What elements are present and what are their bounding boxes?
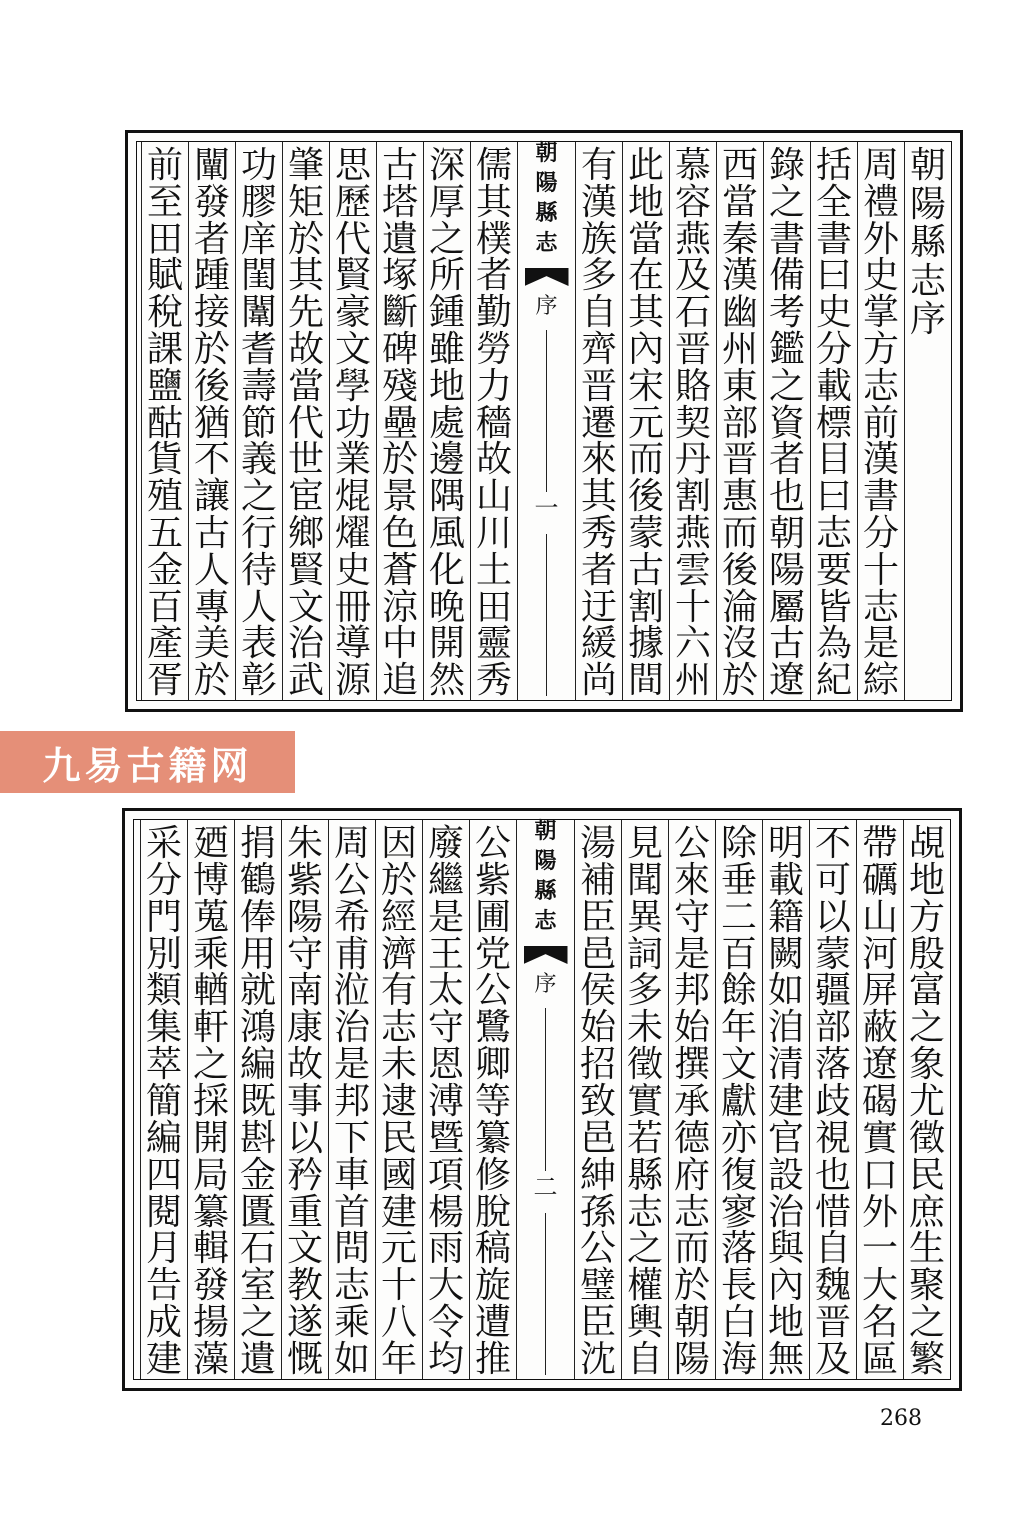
book-title-char: 陽: [534, 848, 557, 874]
text-column: 除 垂 二 百 餘 年 文 獻 亦 復 寥 落 長 白 海: [715, 820, 762, 1379]
bottom-page-text-area: [133, 819, 951, 1380]
text-column: 儒 其 樸 者 勤 勞 力 穡 故 山 川 土 田 靈 秀: [470, 142, 517, 700]
text-column: 湯 補 臣 邑 侯 始 招 致 邑 紳 孫 公 璧 臣 沈: [574, 820, 621, 1379]
text-column: 西 當 秦 漢 幽 州 東 部 晋 惠 而 後 淪 沒 於: [716, 142, 763, 700]
leaf-number: 一: [534, 494, 559, 522]
text-column: 前 至 田 賦 稅 課 鹽 酤 貨 殖 五 金 百 產 胥: [141, 142, 188, 700]
book-title-char: 朝: [535, 140, 558, 166]
text-column: 古 塔 遺 塚 斷 碑 殘 壘 於 景 色 蒼 涼 中 追: [376, 142, 423, 700]
text-column: 有 漢 族 多 自 齊 晋 遷 來 其 秀 者 迂 緩 尚: [575, 142, 622, 700]
book-title-char: 志: [534, 908, 557, 934]
text-column: 覘 地 方 殷 富 之 象 尤 徵 民 庶 生 聚 之 繁: [903, 820, 950, 1379]
text-column: 廢 繼 是 王 太 守 恩 溥 暨 項 楊 雨 大 令 均: [422, 820, 469, 1379]
text-column: 肇 矩 於 其 先 故 當 代 世 宦 鄉 賢 文 治 武: [282, 142, 329, 700]
text-column: 周 禮 外 史 掌 方 志 前 漢 書 分 十 志 是 綜: [857, 142, 904, 700]
book-title-char: 朝: [534, 818, 557, 844]
section-label: 序: [534, 972, 557, 997]
text-column: 括 全 書 曰 史 分 載 標 目 曰 志 要 皆 為 紀: [810, 142, 857, 700]
bottom-page: [122, 808, 962, 1391]
watermark-banner: [0, 731, 295, 793]
text-column: 朝 陽 縣 志 序: [904, 142, 951, 700]
book-title-char: 縣: [534, 878, 557, 904]
page-number: 268: [880, 1406, 922, 1431]
text-column: 公 紫 圃 党 公 鷺 卿 等 纂 修 脫 稿 旋 遭 推: [469, 820, 516, 1379]
watermark-text: 九易古籍网: [42, 743, 253, 788]
text-column: 采 分 門 別 類 集 萃 簡 編 四 閱 月 告 成 建: [140, 820, 187, 1379]
book-title-char: 志: [535, 230, 558, 256]
centre-fold-column: [517, 142, 575, 700]
text-column: 朱 紫 陽 守 南 康 故 事 以 矜 重 文 教 遂 慨: [281, 820, 328, 1379]
fold-line: [546, 330, 547, 492]
text-column: 見 聞 異 詞 多 未 徵 實 若 縣 志 之 權 輿 自: [621, 820, 668, 1379]
fold-line: [545, 1213, 546, 1376]
text-column: 慕 容 燕 及 石 晋 賂 契 丹 割 燕 雲 十 六 州: [669, 142, 716, 700]
text-column: 闡 發 者 踵 接 於 後 猶 不 讓 古 人 專 美 於: [188, 142, 235, 700]
text-column: 功 膠 庠 閨 闈 耆 壽 節 義 之 行 待 人 表 彰: [235, 142, 282, 700]
text-column: 帶 礪 山 河 屏 蔽 遼 碣 實 口 外 一 大 名 區: [856, 820, 903, 1379]
text-column: 錄 之 書 備 考 鑑 之 資 者 也 朝 陽 屬 古 遼: [763, 142, 810, 700]
fold-line: [545, 1008, 546, 1171]
text-column: 思 歷 代 賢 豪 文 學 功 業 焜 燿 史 冊 導 源: [329, 142, 376, 700]
text-column: 明 載 籍 闕 如 洎 清 建 官 設 治 與 內 地 無: [762, 820, 809, 1379]
centre-fold-column: [516, 820, 574, 1379]
top-page-text-area: [136, 141, 952, 701]
top-page: [125, 130, 963, 712]
fishtail-mark: [524, 946, 568, 964]
text-column: 深 厚 之 所 鍾 雖 地 處 邊 隅 風 化 晚 開 然: [423, 142, 470, 700]
fishtail-mark: [525, 268, 569, 286]
text-column: 此 地 當 在 其 內 宋 元 而 後 蒙 古 割 據 間: [622, 142, 669, 700]
text-column: 不 可 以 蒙 疆 部 落 歧 視 也 惜 自 魏 晋 及: [809, 820, 856, 1379]
text-column: 周 公 希 甫 涖 治 是 邦 下 車 首 問 志 乘 如: [328, 820, 375, 1379]
book-title-char: 縣: [535, 200, 558, 226]
leaf-number: 二: [533, 1172, 558, 1201]
book-title-char: 陽: [535, 170, 558, 196]
text-column: 捐 鶴 俸 用 就 鴻 編 既 斟 金 匱 石 室 之 遺: [234, 820, 281, 1379]
text-column: 廼 博 蒐 乘 輶 軒 之 採 開 局 纂 輯 發 揚 藻: [187, 820, 234, 1379]
text-column: 公 來 守 是 邦 始 撰 承 德 府 志 而 於 朝 陽: [668, 820, 715, 1379]
fold-line: [546, 534, 547, 696]
text-column: 因 於 經 濟 有 志 未 逮 民 國 建 元 十 八 年: [375, 820, 422, 1379]
section-label: 序: [535, 294, 558, 319]
